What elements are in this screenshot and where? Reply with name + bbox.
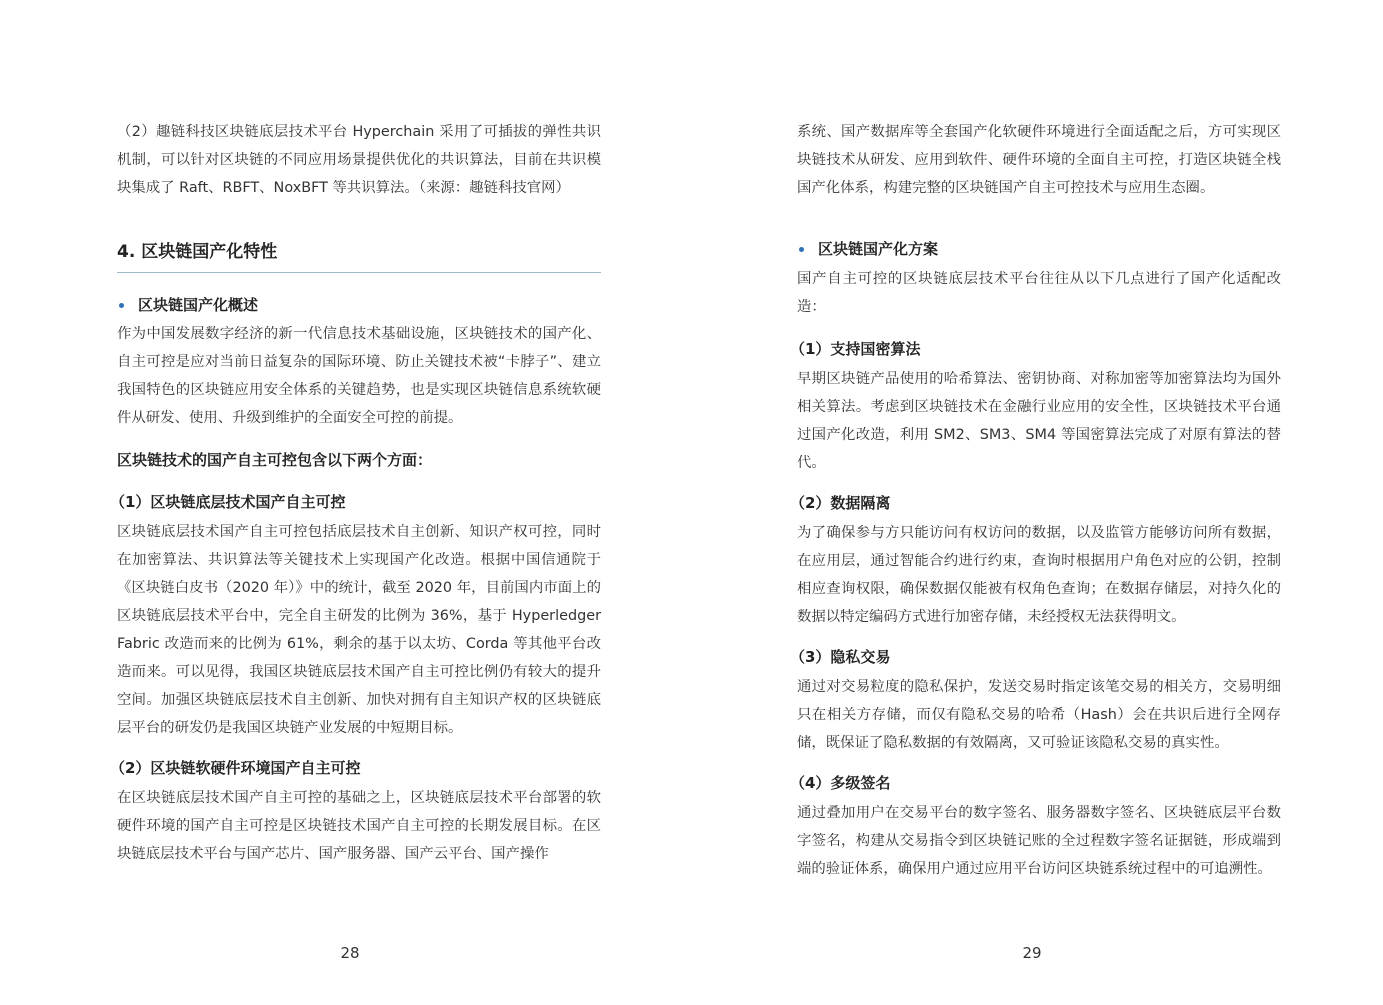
page-number-right: 29 (1022, 944, 1042, 962)
overview-heading-label: 区块链国产化概述 (138, 296, 259, 314)
sub2-heading: （2）区块链软硬件环境国产自主可控 (110, 759, 361, 777)
solution-heading-label: 区块链国产化方案 (818, 240, 939, 258)
right-column (790, 118, 1281, 883)
page-number-left: 28 (340, 944, 360, 962)
left-page (0, 0, 690, 1005)
item2-heading: （2）数据隔离 (790, 494, 891, 512)
intro-paragraph: （2）趣链科技区块链底层技术平台 Hyperchain 采用了可插拔的弹性共识机制，可以针对区块链的不同应用场景提供优化的共识算法，目前在共识模块集成了 Raft、RBFT、NoxBFT 等共识算法。（来源：趣链科技官网） (117, 124, 601, 196)
item4-paragraph: 通过叠加用户在交易平台的数字签名、服务器数字签名、区块链底层平台数字签名，构建从交易指令到区块链记账的全过程数字签名证据链，形成端到端的验证体系，确保用户通过应用平台访问区块链系统过程中的可追溯性。 (797, 805, 1281, 877)
item3-paragraph: 通过对交易粒度的隐私保护，发送交易时指定该笔交易的相关方，交易明细只在相关方存储，而仅有隐私交易的哈希（Hash）会在共识后进行全网存储，既保证了隐私数据的有效隔离，又可验证该隐私交易的真实性。 (797, 679, 1281, 751)
item2-paragraph: 为了确保参与方只能访问有权访问的数据，以及监管方能够访问所有数据，在应用层，通过智能合约进行约束，查询时根据用户角色对应的公钥，控制相应查询权限，确保数据仅能被有权角色查询；在数据存储层，对持久化的数据以特定编码方式进行加密存储，未经授权无法获得明文。 (797, 525, 1281, 625)
item3-heading: （3）隐私交易 (790, 648, 891, 666)
overview-paragraph: 作为中国发展数字经济的新一代信息技术基础设施，区块链技术的国产化、自主可控是应对当前日益复杂的国际环境、防止关键技术被“卡脖子”、建立我国特色的区块链应用安全体系的关键趋势，也是实现区块链信息系统软硬件从研发、使用、升级到维护的全面安全可控的前提。 (117, 326, 601, 426)
bullet-icon (799, 247, 804, 252)
sub1-heading: （1）区块链底层技术国产自主可控 (110, 493, 346, 511)
item4-heading: （4）多级签名 (790, 774, 891, 792)
right-page (690, 0, 1383, 1005)
continuation-paragraph: 系统、国产数据库等全套国产化软硬件环境进行全面适配之后，方可实现区块链技术从研发、应用到软件、硬件环境的全面自主可控，打造区块链全栈国产化体系，构建完整的区块链国产自主可控技术与应用生态圈。 (797, 124, 1281, 196)
solution-heading (797, 237, 1281, 261)
sub1-paragraph: 区块链底层技术国产自主可控包括底层技术自主创新、知识产权可控，同时在加密算法、共识算法等关键技术上实现国产化改造。根据中国信通院于《区块链白皮书（2020 年）》中的统计，截至 2020 年，目前国内市面上的区块链底层技术平台中，完全自主研发的比例为 36%，基于 Hyperledger Fabric 改造而来的比例为 61%，剩余的基于以太坊、Corda 等其他平台改造而来。可以见得，我国区块链底层技术国产自主可控比例仍有较大的提升空间。加强区块链底层技术自主创新、加快对拥有自主知识产权的区块链底层平台的研发仍是我国区块链产业发展的中短期目标。 (117, 524, 601, 736)
bullet-icon (119, 303, 124, 308)
item1-heading: （1）支持国密算法 (790, 340, 921, 358)
item1-paragraph: 早期区块链产品使用的哈希算法、密钥协商、对称加密等加密算法均为国外相关算法。考虑到区块链技术在金融行业应用的安全性，区块链技术平台通过国产化改造，利用 SM2、SM3、SM4 等国密算法完成了对原有算法的替代。 (797, 371, 1281, 471)
aspects-heading: 区块链技术的国产自主可控包含以下两个方面： (117, 451, 433, 469)
solution-intro: 国产自主可控的区块链底层技术平台往往从以下几点进行了国产化适配改造： (797, 271, 1281, 315)
sub2-paragraph: 在区块链底层技术国产自主可控的基础之上，区块链底层技术平台部署的软硬件环境的国产自主可控是区块链技术国产自主可控的长期发展目标。在区块链底层技术平台与国产芯片、国产服务器、国产云平台、国产操作 (117, 790, 601, 862)
left-column (110, 118, 601, 868)
overview-heading (117, 293, 601, 317)
section-title: 4. 区块链国产化特性 (117, 242, 278, 262)
